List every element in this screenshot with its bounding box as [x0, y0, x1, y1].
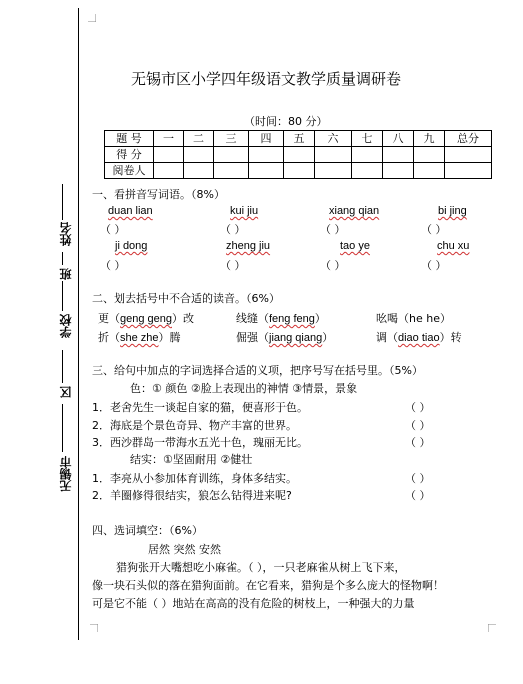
binding-line	[78, 8, 79, 640]
grader-cell[interactable]	[414, 163, 445, 179]
pinyin-item: duan lian	[108, 205, 153, 217]
grader-cell[interactable]	[249, 163, 284, 179]
col-header: 四	[249, 131, 284, 147]
q3-definition: 色：① 颜色 ②脸上表现出的神情 ③情景，景象	[130, 382, 358, 395]
grader-cell[interactable]	[445, 163, 492, 179]
q1-title: 一、看拼音写词语。（8%）	[92, 188, 225, 201]
answer-paren[interactable]: （ ）	[405, 401, 431, 414]
q4-word-bank: 居然 突然 安然	[148, 543, 221, 556]
q3-sentence: 2．羊圈修得很结实，狼怎么钻得进来呢?	[92, 489, 292, 502]
answer-paren[interactable]: （ ）	[405, 419, 431, 432]
answer-paren[interactable]: （ ）	[421, 259, 447, 272]
reading-pinyin: diao tiao	[398, 332, 440, 344]
answer-paren[interactable]: （ ）	[405, 489, 431, 502]
header-label: 题 号	[105, 131, 154, 147]
answer-paren[interactable]: （ ）	[405, 436, 431, 449]
col-header: 总分	[445, 131, 492, 147]
reading-text: ）转	[439, 331, 462, 344]
col-header: 九	[414, 131, 445, 147]
grader-cell[interactable]	[214, 163, 249, 179]
score-cell[interactable]	[214, 147, 249, 163]
pinyin-item: tao ye	[340, 240, 370, 252]
q4-paragraph-line: 猎狗张开大嘴想吃小麻雀。（ ），一只老麻雀从树上飞下来，	[116, 561, 406, 574]
pinyin-item: kui jiu	[230, 205, 259, 217]
score-cell[interactable]	[154, 147, 184, 163]
school-label: 学校	[59, 314, 73, 338]
col-header: 七	[352, 131, 383, 147]
score-cell[interactable]	[352, 147, 383, 163]
class-underline	[62, 252, 63, 265]
q3-definition: 结实：①坚固耐用 ②健壮	[130, 453, 253, 466]
reading-text: 吆喝（he he）	[376, 312, 451, 325]
grader-cell[interactable]	[154, 163, 184, 179]
reading-text: 调（	[376, 331, 398, 344]
score-cell[interactable]	[284, 147, 315, 163]
reading-text: 更（	[98, 312, 120, 325]
answer-paren[interactable]: （ ）	[405, 472, 431, 485]
answer-paren[interactable]: （ ）	[421, 223, 447, 236]
grader-cell[interactable]	[383, 163, 414, 179]
pinyin-item: bi jing	[438, 205, 467, 217]
pinyin-item: xiang qian	[329, 205, 380, 217]
reading-item[interactable]	[236, 310, 326, 326]
pinyin-item: ji dong	[115, 240, 148, 252]
corner-mark-bottom-right	[488, 624, 496, 632]
page-title: 无锡市区小学四年级语文教学质量调研卷	[131, 70, 402, 88]
score-cell[interactable]	[249, 147, 284, 163]
q3-sentence: 1．老舍先生一谈起自家的猫，便喜形于色。	[92, 401, 308, 414]
score-cell[interactable]	[184, 147, 214, 163]
reading-pinyin: jiang qiang	[269, 332, 323, 344]
answer-paren[interactable]: （ ）	[100, 259, 126, 272]
row-label: 阅卷人	[105, 163, 154, 179]
reading-text: ）腾	[158, 331, 181, 344]
pinyin-item: zheng jiu	[226, 240, 271, 252]
answer-paren[interactable]: （ ）	[220, 259, 246, 272]
score-table-header-row	[105, 131, 492, 147]
col-header: 五	[284, 131, 315, 147]
school-underline	[62, 281, 63, 311]
name-underline	[62, 184, 63, 220]
col-header: 八	[383, 131, 414, 147]
q2-title: 二、划去括号中不合适的读音。（6%）	[92, 292, 280, 305]
city-underline	[62, 404, 63, 452]
reading-pinyin: geng geng	[120, 313, 172, 325]
grader-cell[interactable]	[315, 163, 352, 179]
grader-cell[interactable]	[284, 163, 315, 179]
grader-row	[105, 163, 492, 179]
row-label: 得 分	[105, 147, 154, 163]
score-cell[interactable]	[445, 147, 492, 163]
grader-cell[interactable]	[352, 163, 383, 179]
q3-sentence: 1．李亮从小参加体育训练，身体多结实。	[92, 472, 297, 485]
name-label: 姓名	[59, 222, 73, 246]
q3-sentence: 3．西沙群岛一带海水五光十色，瑰丽无比。	[92, 436, 308, 449]
pinyin-item: chu xu	[437, 240, 470, 252]
reading-text: 倔强（	[236, 331, 269, 344]
reading-item[interactable]	[376, 310, 451, 326]
answer-paren[interactable]: （ ）	[100, 223, 126, 236]
col-header: 六	[315, 131, 352, 147]
class-label: 班	[59, 268, 73, 280]
reading-item[interactable]	[98, 329, 181, 345]
score-cell[interactable]	[315, 147, 352, 163]
city-label: 无锡市	[59, 456, 73, 492]
reading-pinyin: feng feng	[269, 313, 315, 325]
score-row	[105, 147, 492, 163]
score-table	[104, 130, 492, 179]
reading-text: ）改	[172, 312, 194, 325]
q3-sentence: 2．海底是个景色奇异、物产丰富的世界。	[92, 419, 297, 432]
district-label: 区	[59, 386, 73, 398]
col-header: 一	[154, 131, 184, 147]
grader-cell[interactable]	[184, 163, 214, 179]
q3-title: 三、给句中加点的字词选择合适的义项，把序号写在括号里。（5%）	[92, 364, 423, 377]
score-cell[interactable]	[383, 147, 414, 163]
q4-title: 四、选词填空：（6%）	[92, 524, 203, 537]
answer-paren[interactable]: （ ）	[220, 223, 246, 236]
reading-text: 折（	[98, 331, 120, 344]
q4-paragraph-line: 可是它不能（ ）地站在高高的没有危险的树枝上，一种强大的力量	[92, 597, 415, 610]
corner-mark-top-left	[88, 14, 96, 22]
reading-pinyin: she zhe	[120, 332, 159, 344]
col-header: 三	[214, 131, 249, 147]
answer-paren[interactable]: （ ）	[320, 223, 346, 236]
reading-item[interactable]	[98, 310, 194, 326]
answer-paren[interactable]: （ ）	[320, 259, 346, 272]
reading-item[interactable]	[376, 329, 462, 345]
time-limit: （时间：80 分）	[244, 115, 328, 128]
district-underline	[62, 350, 63, 383]
score-cell[interactable]	[414, 147, 445, 163]
q4-paragraph-line: 像一块石头似的落在猎狗面前。在它看来，猎狗是个多么庞大的怪物啊！	[92, 579, 444, 592]
reading-text: ）	[322, 331, 334, 344]
reading-text: ）	[314, 312, 326, 325]
reading-item[interactable]	[236, 329, 333, 345]
corner-mark-bottom-left	[90, 624, 98, 632]
reading-text: 线缝（	[236, 312, 269, 325]
col-header: 二	[184, 131, 214, 147]
